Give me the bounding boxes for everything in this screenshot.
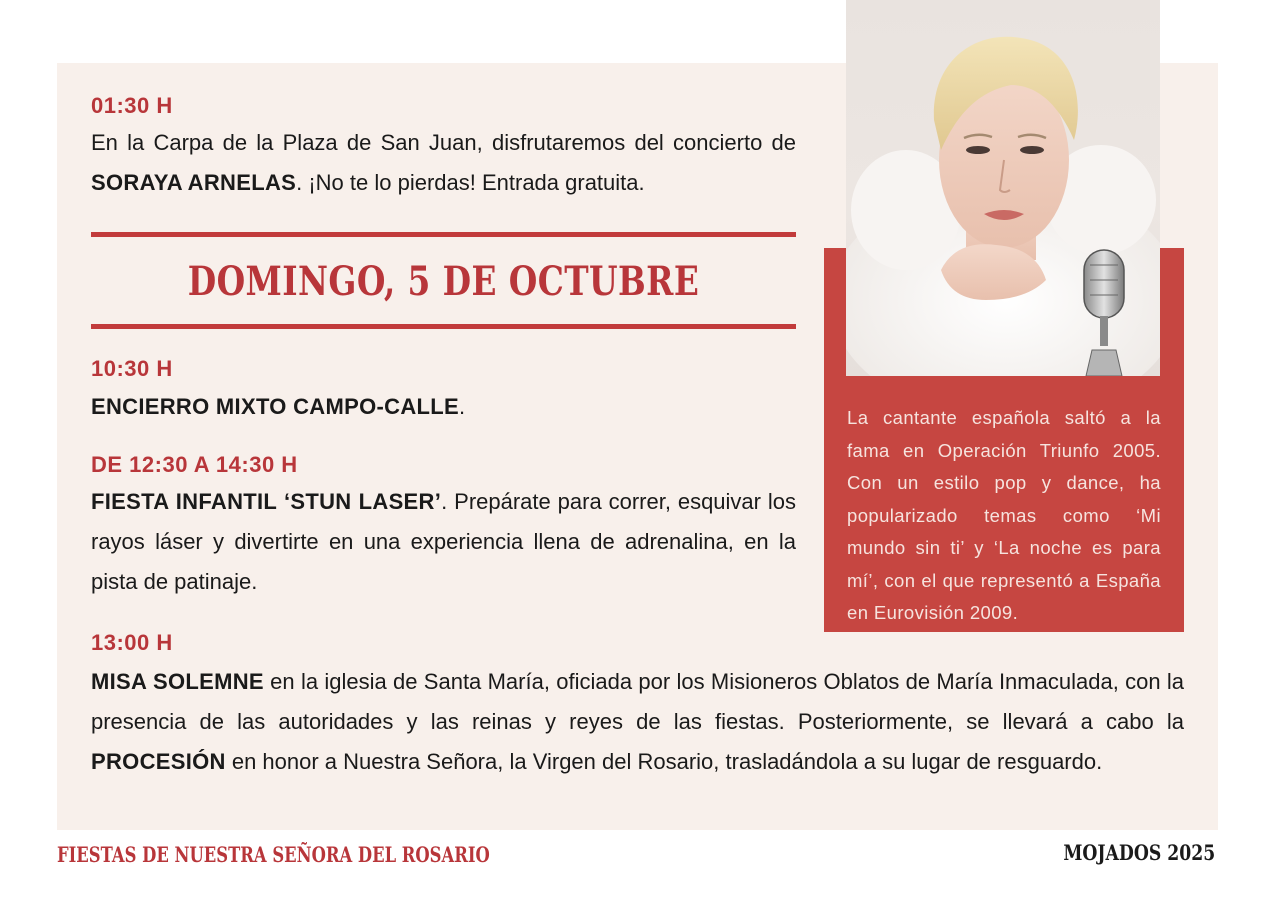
event-time: 01:30 H <box>91 93 173 118</box>
event-highlight: PROCESIÓN <box>91 749 226 774</box>
event-text: . Prepárate para correr, esquivar los rayos láser y divertirte en una experiencia llena de adrenalina, en la pista de patinaje. <box>91 489 797 594</box>
event-time: 10:30 H <box>91 356 173 381</box>
event-text: en honor a Nuestra Señora, la Virgen del Rosario, trasladándola a su lugar de resguardo. <box>225 749 1103 774</box>
event-text: en la iglesia de Santa María, oficiada por los Misioneros Oblatos de María Inmaculada, con la presencia de las autoridades y las reinas y reyes de las fiestas. Posteriormente, se llevará a cabo la <box>91 669 1184 734</box>
day-heading: DOMINGO, 5 DE OCTUBRE <box>187 258 700 305</box>
event-text: En la Carpa de la Plaza de San Juan, disfrutaremos del concierto de <box>91 130 796 155</box>
event-text: . ¡No te lo pierdas! Entrada gratuita. <box>296 170 645 195</box>
event-highlight: MISA SOLEMNE <box>91 669 264 694</box>
artist-caption: La cantante española saltó a la fama en Operación Triunfo 2005. Con un estilo pop y dance, ha popularizado temas como ‘Mi mundo sin ti’ y ‘La noche es para mí’, con el que representó a España en Eurovisión 2009. <box>847 407 1161 623</box>
event-highlight: SORAYA ARNELAS <box>91 170 297 195</box>
event-time: DE 12:30 A 14:30 H <box>91 452 298 477</box>
event-text: . <box>458 394 466 419</box>
event-description <box>91 482 796 602</box>
artist-photo <box>846 0 1160 376</box>
footer-town-year: MOJADOS 2025 <box>1063 840 1215 865</box>
event-description <box>91 123 796 203</box>
event-description <box>91 662 1184 782</box>
footer-festival-title: FIESTAS DE NUESTRA SEÑORA DEL ROSARIO <box>57 842 490 867</box>
event-highlight: ENCIERRO MIXTO CAMPO-CALLE <box>91 394 459 419</box>
event-time: 13:00 H <box>91 630 173 655</box>
event-description <box>91 387 796 427</box>
divider-bottom <box>91 324 796 329</box>
singer-portrait-image <box>846 0 1160 376</box>
divider-top <box>91 232 796 237</box>
event-highlight: FIESTA INFANTIL ‘STUN LASER’ <box>91 489 442 514</box>
microphone-icon <box>1084 250 1124 376</box>
